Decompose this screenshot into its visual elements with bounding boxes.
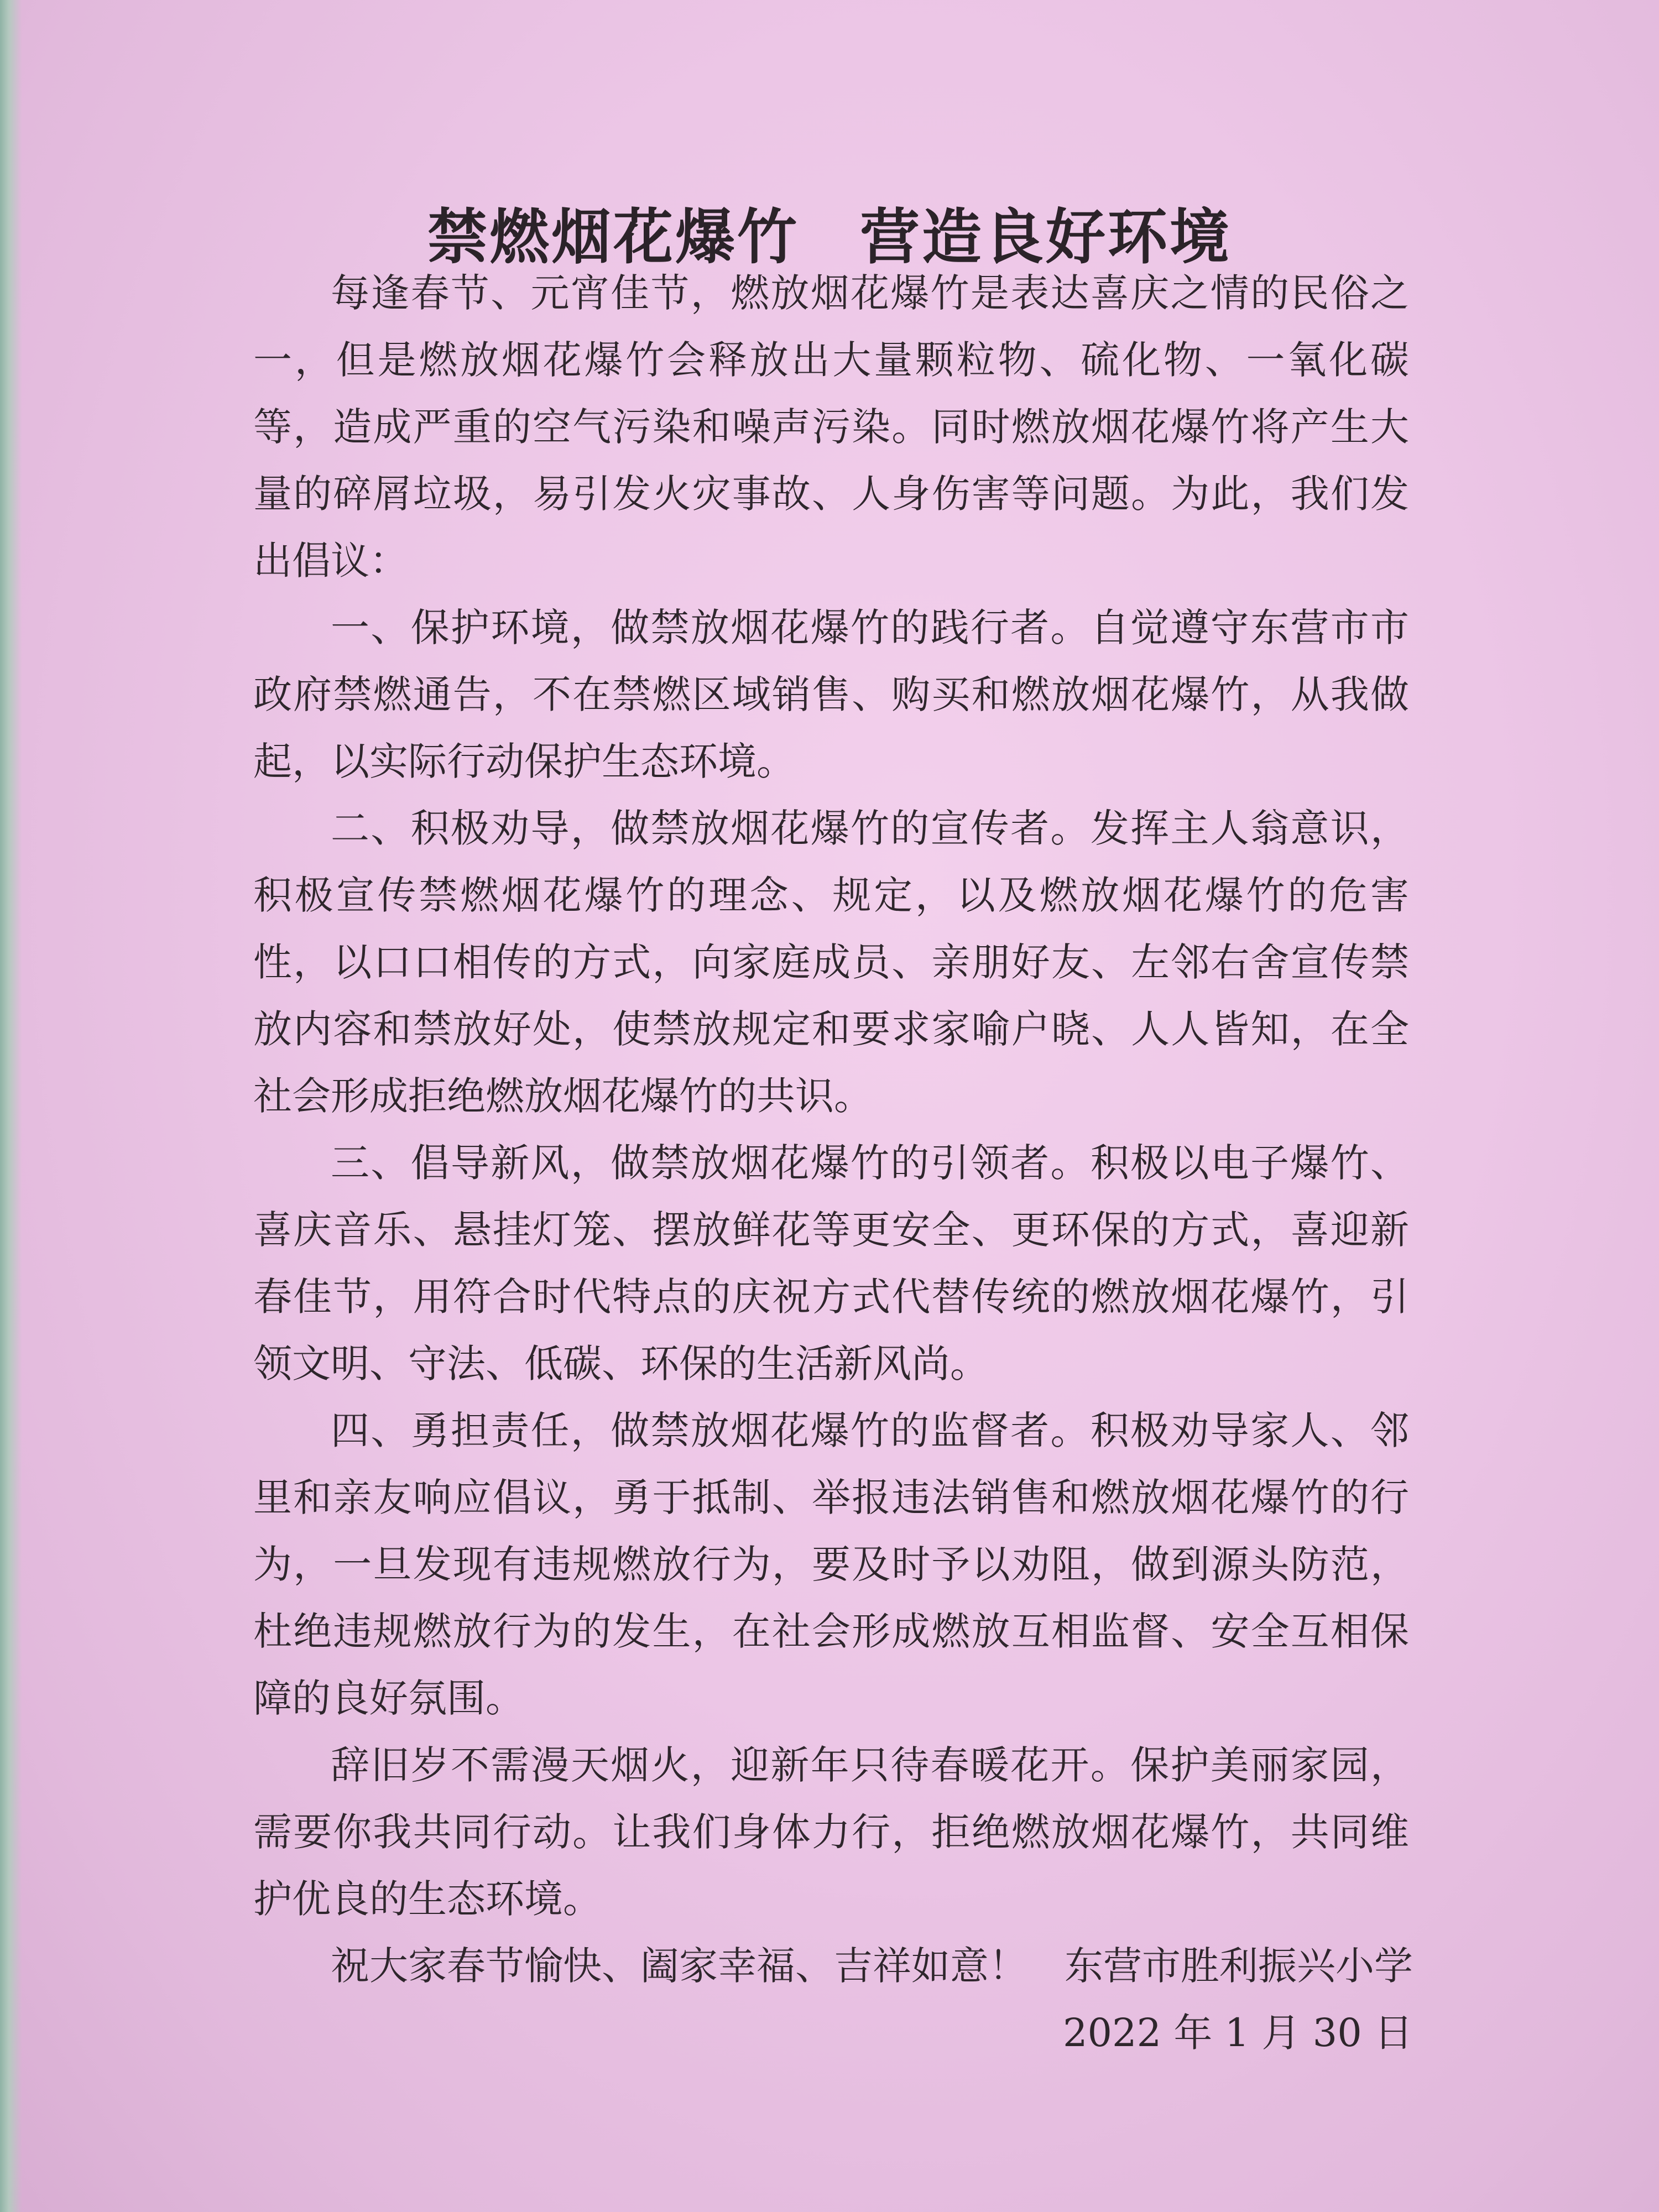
- paragraph-item-3: 三、倡导新风，做禁放烟花爆竹的引领者。积极以电子爆竹、喜庆音乐、悬挂灯笼、摆放鲜花等更安全、更环保的方式，喜迎新春佳节，用符合时代特点的庆祝方式代替传统的燃放烟花爆竹，引领文明、守法、低碳、环保的生活新风尚。: [253, 1140, 1409, 1386]
- title-part-2: 营造良好环境: [860, 202, 1232, 273]
- signature-organization: 东营市胜利振兴小学: [1065, 1943, 1413, 1989]
- signature-date: 2022 年 1 月 30 日: [1062, 2010, 1413, 2056]
- paragraph-item-4: 四、勇担责任，做禁放烟花爆竹的监督者。积极劝导家人、邻里和亲友响应倡议，勇于抵制、举报违法销售和燃放烟花爆竹的行为，一旦发现有违规燃放行为，要及时予以劝阻，做到源头防范，杜绝违规燃放行为的发生，在社会形成燃放互相监督、安全互相保障的良好氛围。: [253, 1408, 1409, 1721]
- page-edge-shadow: [0, 0, 22, 2212]
- paragraph-intro: 每逢春节、元宵佳节，燃放烟花爆竹是表达喜庆之情的民俗之一，但是燃放烟花爆竹会释放出大量颗粒物、硫化物、一氧化碳等，造成严重的空气污染和噪声污染。同时燃放烟花爆竹将产生大量的碎屑垃圾，易引发火灾事故、人身伤害等问题。为此，我们发出倡议：: [253, 270, 1409, 583]
- document-body: [253, 260, 1409, 2000]
- paragraph-item-2: 二、积极劝导，做禁放烟花爆竹的宣传者。发挥主人翁意识，积极宣传禁燃烟花爆竹的理念、规定，以及燃放烟花爆竹的危害性，以口口相传的方式，向家庭成员、亲朋好友、左邻右舍宣传禁放内容和禁放好处，使禁放规定和要求家喻户晓、人人皆知，在全社会形成拒绝燃放烟花爆竹的共识。: [253, 806, 1409, 1119]
- paragraph-closing: 辞旧岁不需漫天烟火，迎新年只待春暖花开。保护美丽家园，需要你我共同行动。让我们身体力行，拒绝燃放烟花爆竹，共同维护优良的生态环境。: [253, 1743, 1409, 1922]
- paragraph-wishes: 祝大家春节愉快、阖家幸福、吉祥如意！: [331, 1943, 1027, 1989]
- title-part-1: 禁燃烟花爆竹: [427, 202, 799, 273]
- signature-block: [1063, 1933, 1413, 2067]
- paragraph-item-1: 一、保护环境，做禁放烟花爆竹的践行者。自觉遵守东营市市政府禁燃通告，不在禁燃区域销售、购买和燃放烟花爆竹，从我做起，以实际行动保护生态环境。: [253, 605, 1409, 784]
